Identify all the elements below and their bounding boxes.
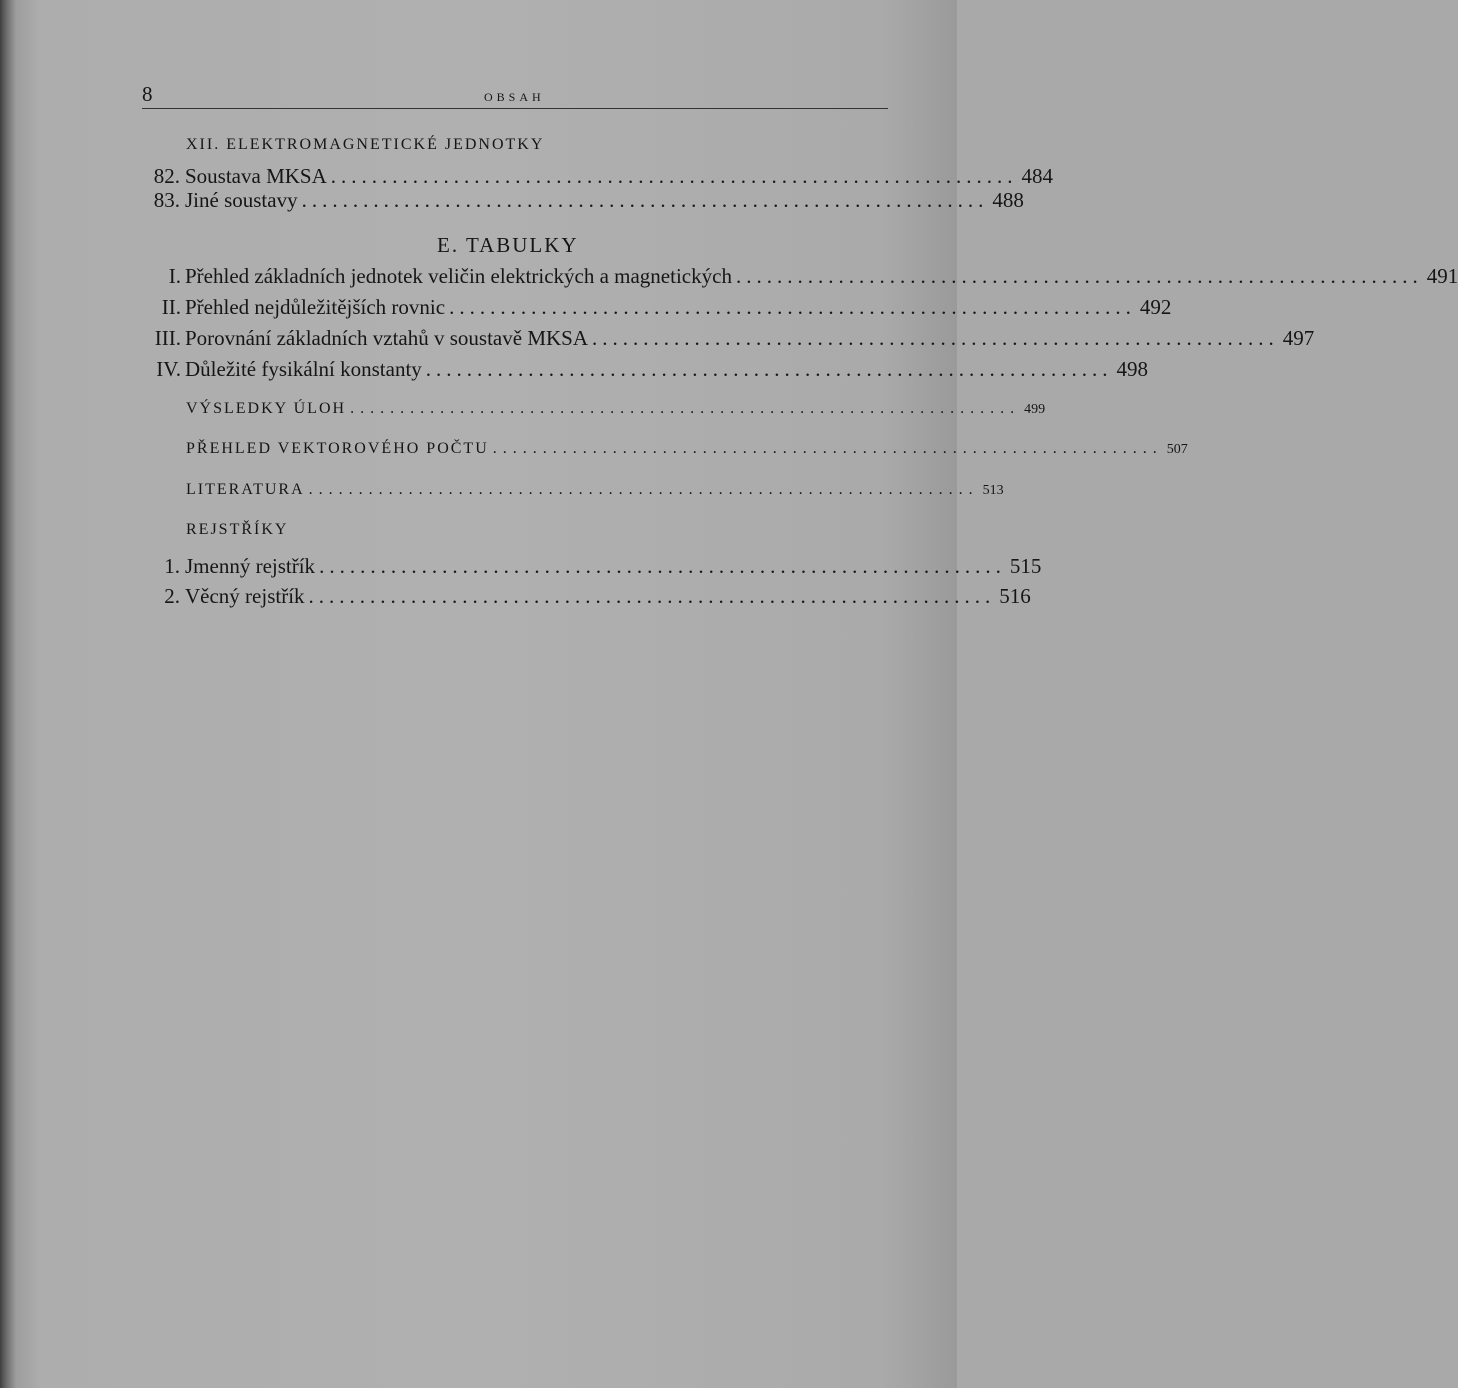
running-title: OBSAH [484, 90, 545, 104]
toc-entry [140, 264, 1458, 289]
toc-entry [140, 584, 1031, 609]
dot-leader: ................................................................... [301, 188, 989, 212]
dot-leader: ................................................................... [308, 584, 996, 608]
toc-chapter-entry [186, 400, 1046, 418]
toc-entry [140, 554, 1042, 579]
toc-entry [140, 357, 1149, 382]
entry-label: Věcný rejstřík [185, 584, 305, 608]
entry-number: IV. [156, 357, 181, 381]
entry-number: III. [154, 326, 181, 350]
entry-page: 491 [1426, 264, 1458, 288]
entry-page: 492 [1139, 295, 1172, 319]
chapter-page: 499 [1024, 402, 1046, 417]
toc-chapter-entry [186, 481, 1004, 499]
entry-page: 484 [1021, 164, 1054, 188]
entry-label: Přehled základních jednotek veličin elektrických a magnetických [185, 264, 732, 288]
dot-leader: ................................................................... [592, 326, 1279, 350]
entry-page: 516 [999, 584, 1031, 608]
dot-leader: ................................................................... [330, 164, 1018, 188]
section-heading-xii: XII. ELEKTROMAGNETICKÉ JEDNOTKY [186, 136, 545, 153]
entry-number: I. [168, 264, 181, 288]
dot-leader: ................................................................... [735, 264, 1423, 288]
chapter-page: 513 [982, 483, 1004, 498]
page-header [142, 82, 888, 112]
dot-leader: ................................................................... [308, 481, 979, 498]
chapter-label: LITERATURA [186, 481, 305, 498]
entry-label: Soustava MKSA [185, 164, 327, 188]
toc-chapter-entry [186, 440, 1188, 458]
header-rule [142, 108, 888, 109]
dot-leader: ................................................................... [319, 554, 1006, 578]
entry-number: 83. [153, 188, 180, 212]
entry-page: 498 [1116, 357, 1149, 381]
chapter-label: VÝSLEDKY ÚLOH [186, 400, 347, 417]
entry-label: Důležité fysikální konstanty [185, 357, 422, 381]
entry-label: Porovnání základních vztahů v soustavě MKSA [185, 326, 589, 350]
dot-leader: ................................................................... [492, 440, 1163, 457]
entry-label: Jmenný rejstřík [185, 554, 316, 578]
toc-entry [140, 164, 1054, 189]
dot-leader: ................................................................... [350, 400, 1021, 417]
section-heading-rejstriky: REJSTŘÍKY [186, 521, 289, 538]
toc-entry [140, 295, 1172, 320]
entry-label: Jiné soustavy [185, 188, 298, 212]
toc-entry [140, 188, 1024, 213]
entry-number: 1. [164, 554, 180, 578]
page-number: 8 [142, 82, 153, 106]
dot-leader: ................................................................... [449, 295, 1136, 319]
entry-number: 2. [164, 584, 180, 608]
chapter-page: 507 [1166, 442, 1188, 457]
entry-page: 488 [992, 188, 1024, 212]
entry-page: 515 [1009, 554, 1042, 578]
entry-page: 497 [1282, 326, 1315, 350]
dot-leader: ................................................................... [425, 357, 1113, 381]
toc-entry [140, 326, 1315, 351]
entry-label: Přehled nejdůležitějších rovnic [185, 295, 446, 319]
entry-number: II. [161, 295, 181, 319]
section-heading-tabulky: E. TABULKY [437, 233, 579, 257]
entry-number: 82. [153, 164, 180, 188]
chapter-label: PŘEHLED VEKTOROVÉHO POČTU [186, 440, 489, 457]
